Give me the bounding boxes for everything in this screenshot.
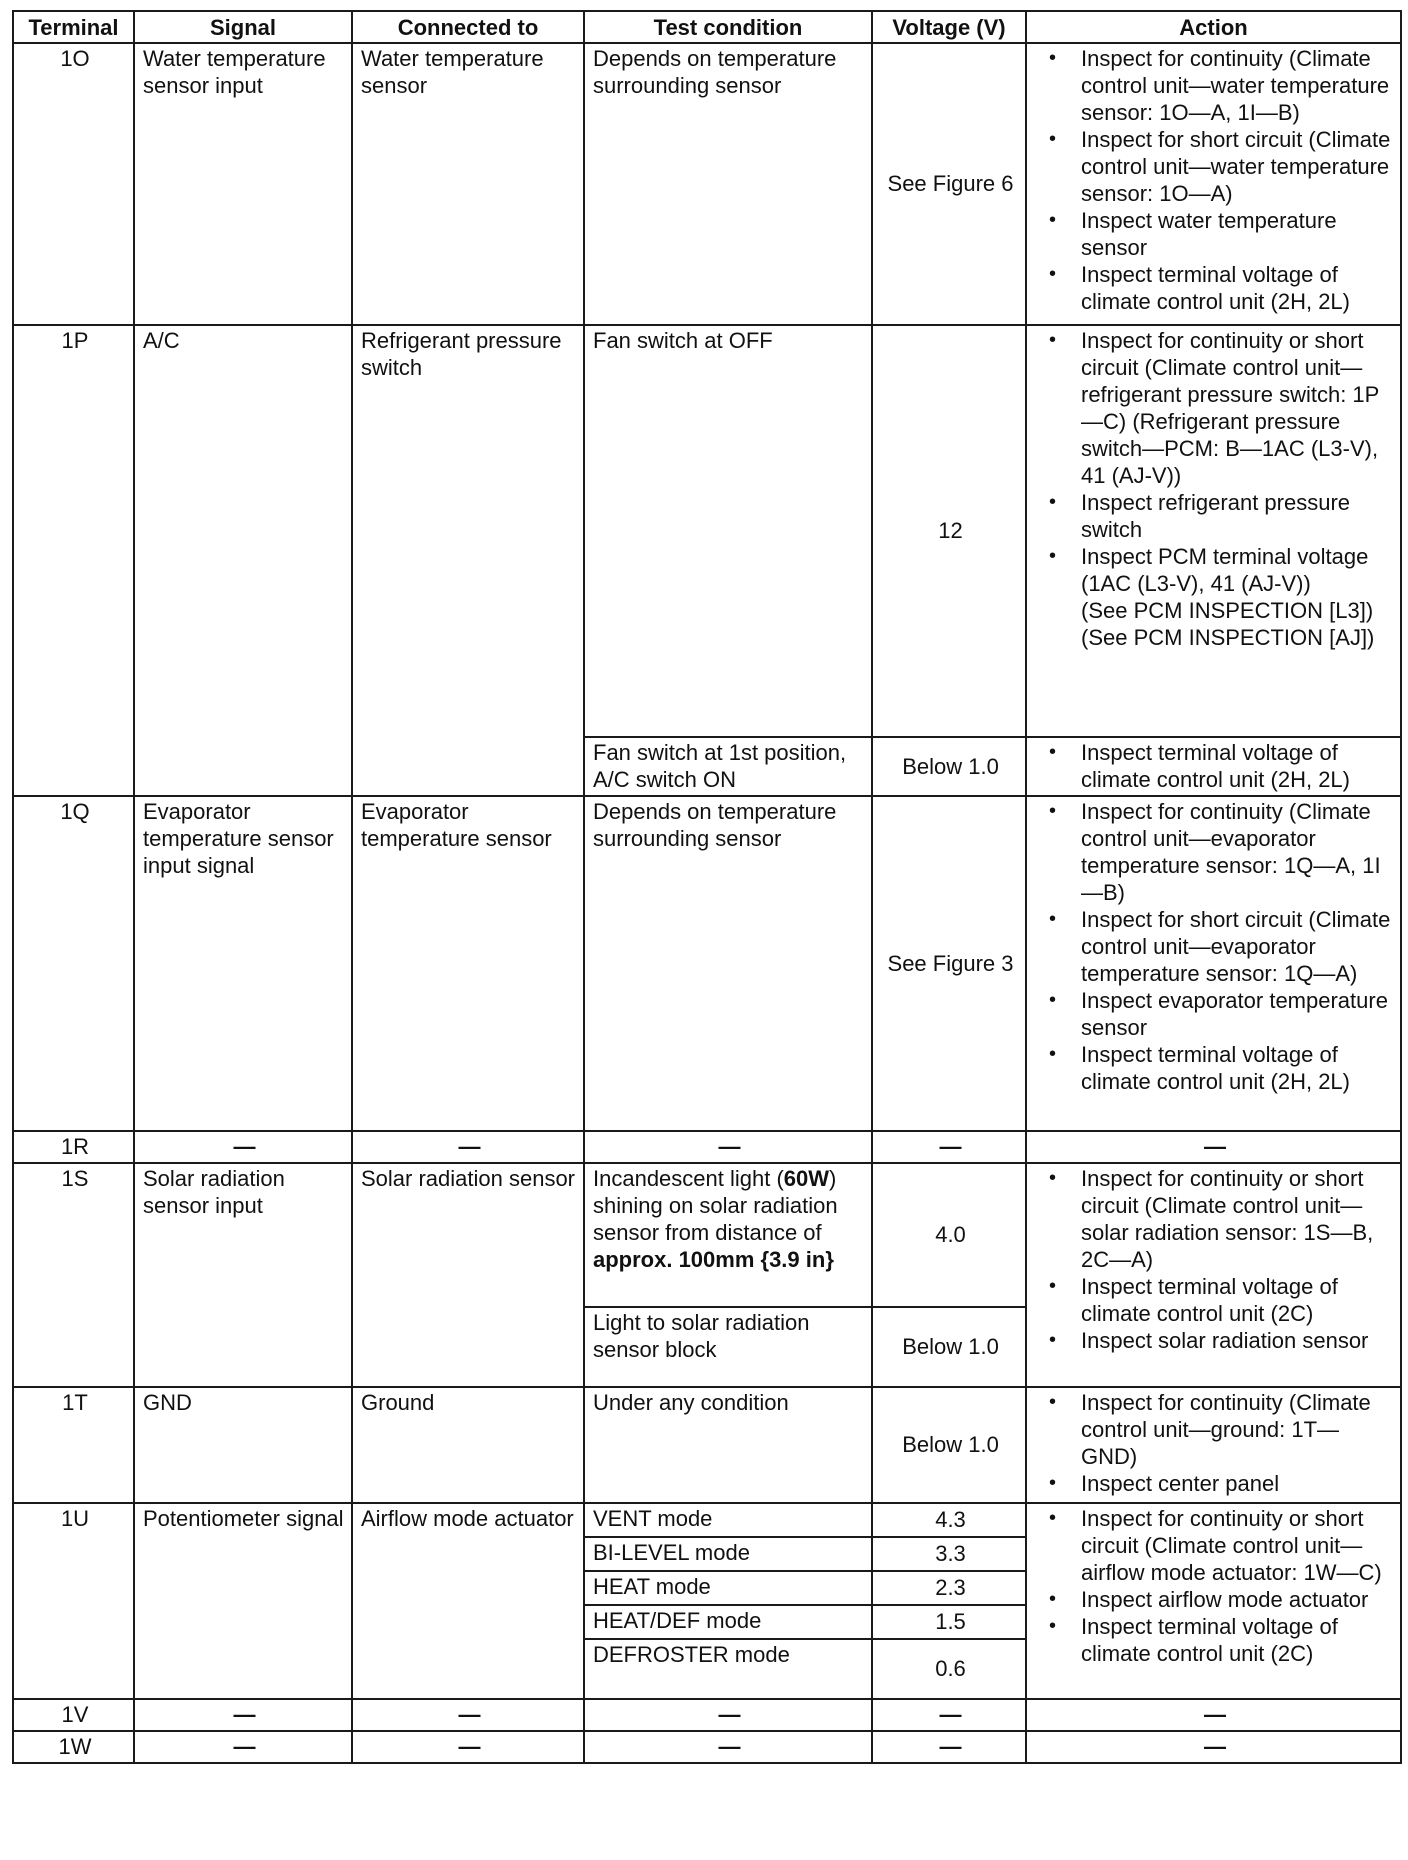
table-row [13, 1731, 1401, 1763]
voltage-cell: Below 1.0 [872, 737, 1026, 796]
voltage-cell: 3.3 [872, 1537, 1026, 1571]
voltage-cell: 4.3 [872, 1503, 1026, 1537]
action-item: • Inspect refrigerant pressure switch [1035, 489, 1395, 543]
empty-dash: — [352, 1131, 584, 1163]
action-cell [1026, 1387, 1401, 1503]
test-condition-cell [584, 1163, 872, 1307]
action-item: • Inspect terminal voltage of climate control unit (2C) [1035, 1273, 1395, 1327]
voltage-cell: See Figure 3 [872, 796, 1026, 1131]
header-terminal: Terminal [13, 11, 134, 43]
see-pcm-inspection-l3: (See PCM INSPECTION [L3]) [1081, 598, 1374, 623]
action-item: • Inspect for continuity or short circuit (Climate control unit—refrigerant pressure switch: 1P—C) (Refrigerant pressure switch—PCM: B—1AC (L3-V), 41 (AJ-V)) [1035, 327, 1395, 489]
test-condition-cell: HEAT mode [584, 1571, 872, 1605]
header-connected-to: Connected to [352, 11, 584, 43]
condition-text: ) shining on solar radiation sensor from distance of [593, 1166, 838, 1245]
action-item: • Inspect solar radiation sensor [1035, 1327, 1395, 1354]
test-condition-cell: DEFROSTER mode [584, 1639, 872, 1699]
condition-bold-wattage: 60W [783, 1166, 830, 1191]
test-condition-cell: VENT mode [584, 1503, 872, 1537]
voltage-cell: Below 1.0 [872, 1387, 1026, 1503]
empty-dash: — [134, 1131, 352, 1163]
action-item: • Inspect evaporator temperature sensor [1035, 987, 1395, 1041]
action-item: • Inspect water temperature sensor [1035, 207, 1395, 261]
empty-dash: — [584, 1731, 872, 1763]
connected-to-cell: Airflow mode actuator [352, 1503, 584, 1699]
test-condition-cell: Under any condition [584, 1387, 872, 1503]
terminal-inspection-table-page [12, 10, 1400, 1764]
signal-cell: Potentiometer signal [134, 1503, 352, 1699]
table-row [13, 1163, 1401, 1307]
condition-text: Incandescent light ( [593, 1166, 784, 1191]
condition-bold-distance: approx. 100mm {3.9 in} [593, 1247, 834, 1272]
empty-dash: — [1026, 1699, 1401, 1731]
empty-dash: — [584, 1131, 872, 1163]
table-row [13, 1699, 1401, 1731]
table-row [13, 1503, 1401, 1537]
empty-dash: — [872, 1131, 1026, 1163]
table-row [13, 796, 1401, 1131]
action-item: • Inspect for short circuit (Climate control unit—evaporator temperature sensor: 1Q—A) [1035, 906, 1395, 987]
header-signal: Signal [134, 11, 352, 43]
action-cell [1026, 1503, 1401, 1699]
terminal-cell: 1W [13, 1731, 134, 1763]
terminal-cell: 1R [13, 1131, 134, 1163]
empty-dash: — [872, 1731, 1026, 1763]
voltage-cell: Below 1.0 [872, 1307, 1026, 1387]
header-action: Action [1026, 11, 1401, 43]
empty-dash: — [134, 1699, 352, 1731]
test-condition-cell: Depends on temperature surrounding sensor [584, 796, 872, 1131]
action-item: • Inspect for continuity or short circuit (Climate control unit—airflow mode actuator: 1W—C) [1035, 1505, 1395, 1586]
table-row [13, 43, 1401, 325]
header-test-condition: Test condition [584, 11, 872, 43]
table-row [13, 1387, 1401, 1503]
action-item: • Inspect center panel [1035, 1470, 1395, 1497]
terminal-cell: 1Q [13, 796, 134, 1131]
test-condition-cell: HEAT/DEF mode [584, 1605, 872, 1639]
voltage-cell: 1.5 [872, 1605, 1026, 1639]
action-item: • Inspect for continuity or short circuit (Climate control unit—solar radiation sensor: 1S—B, 2C—A) [1035, 1165, 1395, 1273]
table-row [13, 325, 1401, 737]
action-item: • Inspect terminal voltage of climate control unit (2C) [1035, 1613, 1395, 1667]
connected-to-cell: Evaporator temperature sensor [352, 796, 584, 1131]
terminal-cell: 1V [13, 1699, 134, 1731]
table-row [13, 1131, 1401, 1163]
action-item: • Inspect terminal voltage of climate control unit (2H, 2L) [1035, 739, 1395, 793]
action-cell [1026, 737, 1401, 796]
action-item: • Inspect for continuity (Climate control unit—water temperature sensor: 1O—A, 1I—B) [1035, 45, 1395, 126]
action-item [1035, 543, 1395, 651]
action-item: • Inspect for short circuit (Climate control unit—water temperature sensor: 1O—A) [1035, 126, 1395, 207]
action-cell [1026, 325, 1401, 737]
signal-cell: Solar radiation sensor input [134, 1163, 352, 1387]
action-item: • Inspect for continuity (Climate control unit—evaporator temperature sensor: 1Q—A, 1I—B) [1035, 798, 1395, 906]
test-condition-cell: Light to solar radiation sensor block [584, 1307, 872, 1387]
signal-cell: Water temperature sensor input [134, 43, 352, 325]
empty-dash: — [584, 1699, 872, 1731]
header-row [13, 11, 1401, 43]
signal-cell: GND [134, 1387, 352, 1503]
test-condition-cell: BI-LEVEL mode [584, 1537, 872, 1571]
voltage-cell: 4.0 [872, 1163, 1026, 1307]
voltage-cell: See Figure 6 [872, 43, 1026, 325]
terminal-cell: 1O [13, 43, 134, 325]
terminal-cell: 1U [13, 1503, 134, 1699]
action-cell [1026, 1163, 1401, 1387]
action-item: • Inspect terminal voltage of climate control unit (2H, 2L) [1035, 1041, 1395, 1095]
action-item: • Inspect terminal voltage of climate control unit (2H, 2L) [1035, 261, 1395, 315]
voltage-cell: 12 [872, 325, 1026, 737]
connected-to-cell: Solar radiation sensor [352, 1163, 584, 1387]
empty-dash: — [872, 1699, 1026, 1731]
empty-dash: — [352, 1699, 584, 1731]
action-text: Inspect PCM terminal voltage (1AC (L3-V), 41 (AJ-V)) [1081, 544, 1369, 596]
test-condition-cell: Depends on temperature surrounding sensor [584, 43, 872, 325]
terminal-cell: 1P [13, 325, 134, 796]
empty-dash: — [1026, 1731, 1401, 1763]
action-cell [1026, 796, 1401, 1131]
test-condition-cell: Fan switch at OFF [584, 325, 872, 737]
action-cell [1026, 43, 1401, 325]
action-item: • Inspect for continuity (Climate control unit—ground: 1T—GND) [1035, 1389, 1395, 1470]
voltage-cell: 0.6 [872, 1639, 1026, 1699]
header-voltage: Voltage (V) [872, 11, 1026, 43]
see-pcm-inspection-aj: (See PCM INSPECTION [AJ]) [1081, 625, 1375, 650]
action-item: • Inspect airflow mode actuator [1035, 1586, 1395, 1613]
connected-to-cell: Water temperature sensor [352, 43, 584, 325]
test-condition-cell: Fan switch at 1st position, A/C switch ON [584, 737, 872, 796]
connected-to-cell: Refrigerant pressure switch [352, 325, 584, 796]
signal-cell: Evaporator temperature sensor input signal [134, 796, 352, 1131]
empty-dash: — [1026, 1131, 1401, 1163]
terminal-inspection-table [12, 10, 1402, 1764]
signal-cell: A/C [134, 325, 352, 796]
empty-dash: — [352, 1731, 584, 1763]
empty-dash: — [134, 1731, 352, 1763]
terminal-cell: 1T [13, 1387, 134, 1503]
connected-to-cell: Ground [352, 1387, 584, 1503]
voltage-cell: 2.3 [872, 1571, 1026, 1605]
terminal-cell: 1S [13, 1163, 134, 1387]
